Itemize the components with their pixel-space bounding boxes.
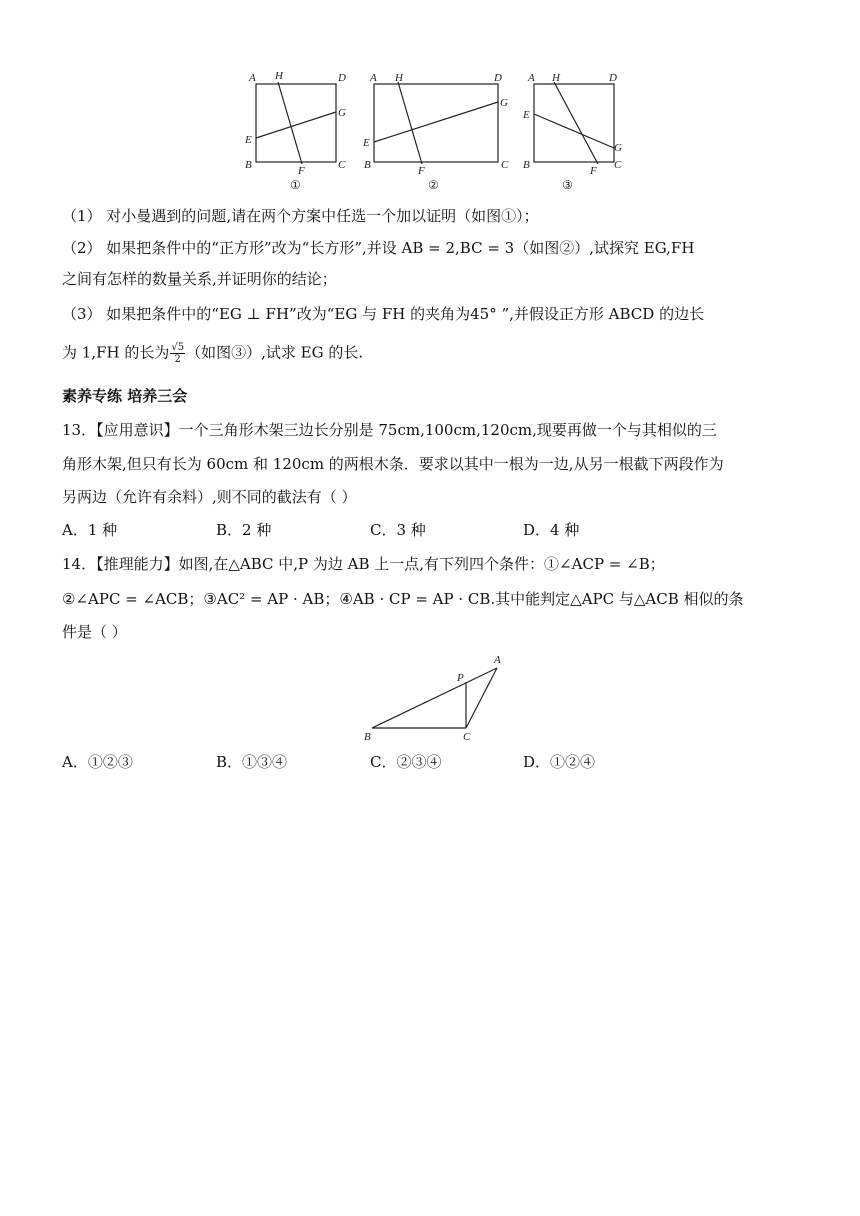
label-G: G [614,142,622,154]
label-F: F [590,165,597,177]
q14-option-c: C．②③④ [370,753,442,771]
q12-part3-text-b: （如图③）,试求 EG 的长. [186,343,364,362]
label-A: A [528,72,535,84]
q14-line3: 件是（ ） [62,623,127,641]
q13-line2: 角形木架,但只有长为 60cm 和 120cm 的两根木条．要求以其中一根为一边,从另一根截下两段作为 [62,455,724,473]
label-B: B [245,159,252,171]
label-F: F [298,165,305,177]
q13-option-b: B．2 种 [216,521,272,539]
q14-option-a: A．①②③ [62,753,133,771]
q12-part3-line2 [62,342,363,365]
square-figure-1 [240,68,352,196]
label-C: C [463,731,471,743]
fraction-denominator: 2 [174,354,181,365]
q13-line1: 13．【应用意识】一个三角形木架三边长分别是 75cm,100cm,120cm,现要再做一个与其相似的三 [62,421,717,439]
q12-part3-line1: （3） 如果把条件中的“EG ⊥ FH”改为“EG 与 FH 的夹角为45° ”,并假设正方形 ABCD 的边长 [62,305,705,323]
q12-part1: （1） 对小曼遇到的问题,请在两个方案中任选一个加以证明（如图①）； [62,207,539,225]
q13-option-c: C．3 种 [370,521,426,539]
label-E: E [363,137,370,149]
label-G: G [338,107,346,119]
q12-part2-line1: （2） 如果把条件中的“正方形”改为“长方形”,并设 AB = 2,BC = 3（如图②）,试探究 EG,FH [62,239,695,257]
fraction-numerator: √5 [171,342,185,353]
label-D: D [494,72,502,84]
label-D: D [338,72,346,84]
q14-line1: 14．【推理能力】如图,在△ABC 中,P 为边 AB 上一点,有下列四个条件：①∠ACP = ∠B； [62,555,665,573]
figure-caption-3: ③ [562,178,573,192]
q12-part2-line2: 之间有怎样的数量关系,并证明你的结论； [62,270,337,288]
label-E: E [245,134,252,146]
label-B: B [364,159,371,171]
q13-option-d: D．4 种 [523,521,580,539]
square-figure-3 [520,68,632,196]
label-C: C [501,159,509,171]
q13-line3: 另两边（允许有余料）,则不同的截法有（ ） [62,488,357,506]
label-D: D [609,72,617,84]
label-A: A [370,72,377,84]
q13-option-a: A．1 种 [62,521,118,539]
label-H: H [552,72,560,84]
label-B: B [523,159,530,171]
label-E: E [523,109,530,121]
label-G: G [500,97,508,109]
triangle-figure [360,650,510,748]
figure-caption-2: ② [428,178,439,192]
label-B: B [364,731,371,743]
label-H: H [275,70,283,82]
sqrt5-over-2-fraction [170,342,185,365]
label-C: C [614,159,622,171]
label-A: A [249,72,256,84]
rectangle-figure-2 [360,68,516,196]
q14-option-b: B．①③④ [216,753,288,771]
label-H: H [395,72,403,84]
q14-option-d: D．①②④ [523,753,596,771]
q14-line2: ②∠APC = ∠ACB；③AC² = AP · AB；④AB · CP = AP · CB.其中能判定△APC 与△ACB 相似的条 [62,590,744,608]
label-P: P [457,672,464,684]
figure-caption-1: ① [290,178,301,192]
label-C: C [338,159,346,171]
label-A: A [494,654,501,666]
q12-part3-text-a: 为 1,FH 的长为 [62,343,170,362]
label-F: F [418,165,425,177]
section-title: 素养专练 培养三会 [62,387,188,405]
